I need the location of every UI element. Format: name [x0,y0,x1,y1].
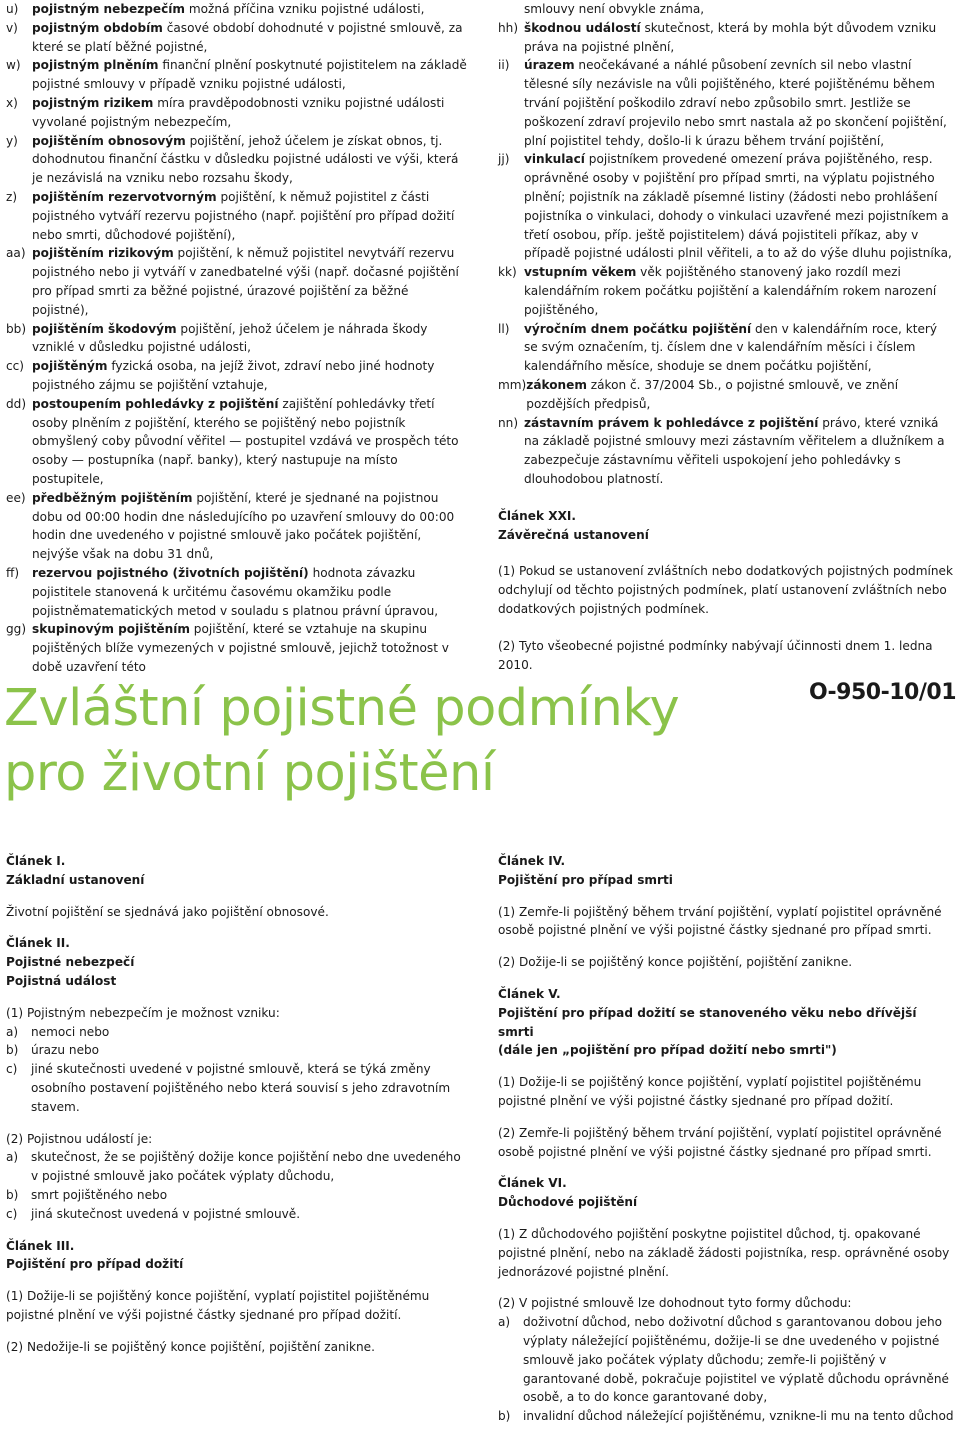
list-item [6,1205,468,1224]
item-label: a) [6,1024,19,1039]
definition-body [32,132,468,188]
definition-text: možná příčina vzniku pojistné události, [185,2,425,16]
definition-body [32,94,468,132]
defined-term: pojištěním obnosovým [32,133,186,148]
defined-term: vinkulací [524,152,585,167]
paragraph: (1) Dožije-li se pojištěný konce pojištění, vyplatí pojistitel pojištěnému pojistné plnění ve výši pojistné částky sjednané pro případ dožití. [6,1289,430,1322]
definition-item [6,132,468,188]
item-label: cc) [6,359,25,374]
article-number: Článek II. [6,936,70,951]
list-item [6,1023,468,1042]
defined-term: zákonem [526,377,587,392]
definition-item [6,56,468,94]
definitions-list-left [6,0,468,677]
item-label: gg) [6,622,27,637]
defined-term: pojištěním rezervotvorným [32,189,217,204]
definition-item [6,0,468,19]
item-label: dd) [6,396,27,411]
definition-item [6,489,468,564]
paragraph: (2) Pojistnou událostí je: [6,1131,153,1146]
article-number: Článek IV. [498,854,566,868]
defined-term: rezervou pojistného (životních pojištění) [32,565,309,580]
paragraph: Životní pojištění se sjednává jako pojištění obnosové. [6,904,329,919]
article-title: (dále jen „pojištění pro případ dožití nebo smrti") [498,1043,837,1058]
defined-term: vstupním věkem [524,265,637,280]
document-code: O-950-10/01 [808,680,956,705]
item-label: c) [6,1062,18,1077]
definition-text: zákon č. 37/2004 Sb., o pojistné smlouvě, ve znění pozdějších předpisů, [526,377,899,411]
definition-item [6,564,468,620]
list-item-text: úrazu nebo [31,1043,100,1058]
definition-item [498,56,954,150]
list-item [6,1041,468,1060]
item-label: mm) [498,377,527,392]
list-item-text: jiná skutečnost uvedená v pojistné smlouvě. [31,1206,301,1221]
item-label: aa) [6,246,26,261]
list-item-text: invalidní důchod náležející pojištěnému, vznikne-li mu na tento důchod [523,1409,954,1424]
definition-item [6,620,468,676]
item-label: y) [6,133,18,148]
conditions-right-column [498,852,954,1426]
definition-text: pojištění, jehož účelem je získat obnos, tj. dohodnutou finanční částku v důsledku pojistné události ve výši, která je nezávislá na vzniku nebo rozsahu škody, [32,133,459,186]
definition-text: časové období dohodnuté v pojistné smlouvě, za které se platí běžné pojistné, [32,20,463,54]
article-title: Závěrečná ustanovení [498,527,649,542]
item-label: bb) [6,321,27,336]
item-label: nn) [498,415,519,430]
item-label: a) [6,1150,19,1165]
paragraph: (2) Tyto všeobecné pojistné podmínky nabývají účinnosti dnem 1. ledna 2010. [498,638,933,672]
defined-term: pojištěným [32,359,108,374]
list-item-text: smrt pojištěného nebo [31,1187,168,1202]
article-6 [498,1174,954,1426]
defined-term: pojistným obdobím [32,20,163,35]
list [6,1148,468,1223]
definition-text: právo, které vzniká na základě pojistné smlouvy mezi zástavním věřitelem a dlužníkem a zabezpečuje zástavnímu věřiteli uspokojení jeho pohledávky s dlouhodobou platností. [524,415,945,486]
definition-body [32,395,468,489]
definitions-list-right [498,0,954,674]
list-item-text: doživotní důchod, nebo doživotní důchod s garantovanou dobou jeho výplaty náležející pojištěnému, dožije-li se dne uvedeného v pojistné smlouvě jako počátek výplaty důchodu; zemře-li pojištěný v garantované době, pokračuje pojistitel ve výplatě důchodu oprávněné osobě, a to do konce garantované doby, [523,1315,949,1405]
item-label: a) [498,1315,511,1330]
paragraph: (1) Z důchodového pojištění poskytne pojistitel důchod, tj. opakované pojistné plnění, nebo na základě žádosti pojistníka, resp. oprávněné osoby jednorázové pojistné plnění. [498,1226,950,1279]
item-label: b) [498,1409,511,1424]
article-title: Pojištění pro případ dožití se stanoveného věku nebo dřívější smrti [498,1005,917,1039]
article-number: Článek III. [6,1238,75,1253]
definition-body [32,188,468,244]
definition-continuation [498,0,954,19]
item-label: ii) [498,58,510,73]
definition-body [524,320,954,376]
definition-item [6,395,468,489]
article-title: Pojištění pro případ smrti [498,872,673,887]
definition-item [498,263,954,319]
definition-text: míra pravděpodobnosti vzniku pojistné události vyvolané pojistným nebezpečím, [32,95,445,129]
definition-item [6,94,468,132]
item-label: u) [6,2,19,16]
definition-item [6,357,468,395]
definition-text: pojištění, jehož účelem je náhrada škody vzniklé v důsledku pojistné události, [32,321,428,355]
article-title: Pojistné nebezpečí [6,955,135,970]
definition-item [498,320,954,376]
paragraph: (1) Dožije-li se pojištěný konce pojištění, vyplatí pojistitel pojištěnému pojistné plnění ve výši pojistné částky sjednané pro případ dožití. [498,1075,922,1108]
article-3 [6,1237,468,1357]
article-number: Článek VI. [498,1176,567,1191]
definition-body [32,19,468,57]
article-2 [6,934,468,1223]
list-item-text: skutečnost, že se pojištěný dožije konce pojištění nebo dne uvedeného v pojistné smlouvě jako počátek výplaty důchodu, [31,1150,461,1184]
item-label: b) [6,1187,19,1202]
document-title [4,676,764,806]
definition-text: den v kalendářním roce, který se svým označením, tj. číslem dne v kalendářním měsíci i číslem kalendářního měsíce, shoduje se dnem počátku pojištění, [524,321,938,374]
item-label: kk) [498,265,517,280]
definition-body [32,620,468,676]
article-number: Článek V. [498,986,561,1001]
definition-item [498,376,954,414]
definition-body [32,320,468,358]
definition-body [32,0,468,19]
defined-term: výročním dnem počátku pojištění [524,321,752,336]
definition-item [498,19,954,57]
definition-text: pojištění, k němuž pojistitel nevytváří rezervu pojistného nebo ji vytváří v zanedbatelné výši (např. dočasné pojištění pro případ smrti za běžné pojistné, úrazové pojištění za běžné pojistné), [32,246,459,317]
defined-term: skupinovým pojištěním [32,622,190,637]
definition-text: finanční plnění poskytnuté pojistitelem na základě pojistné smlouvy v případě vzniku pojistné události, [32,58,467,92]
title-line-2: pro životní pojištění [4,744,495,803]
definition-body [32,564,468,620]
definition-text: pojištění, k němuž pojistitel z části pojistného vytváří rezervu pojistného (např. pojištění pro případ dožití nebo smrti, důchodové pojištění), [32,189,455,242]
defined-term: pojistným plněním [32,58,159,73]
definition-text: věk pojištěného stanovený jako rozdíl mezi kalendářním rokem počátku pojištění a kalendářním rokem narození pojištěného, [524,265,937,317]
definition-item [6,188,468,244]
article-title: Důchodové pojištění [498,1195,638,1210]
paragraph: (2) Dožije-li se pojištěný konce pojištění, pojištění zanikne. [498,955,853,970]
defined-term: škodnou událostí [524,20,641,35]
definition-text: zajištění pohledávky třetí osoby plněním z pojištění, kterého se pojištěný nebo pojistník obmyšlený coby původní věřitel — postupitel vzdává ve prospěch této osoby — postupníka (např. banky), který nastupuje na místo postupitele, [32,396,459,486]
item-label: b) [6,1043,19,1058]
definition-body [524,414,954,489]
definition-body [524,56,954,150]
definitions-items-right [498,19,954,489]
article-number: Článek I. [6,854,66,868]
definition-body [524,263,954,319]
list-item-text: jiné skutečnosti uvedené v pojistné smlouvě, která se týká změny osobního postavení pojištěného nebo která souvisí s jeho zdravotním stavem. [31,1062,451,1114]
defined-term: úrazem [524,58,575,73]
article-5 [498,985,954,1161]
title-line-1: Zvláštní pojistné podmínky [4,679,680,738]
item-label: ee) [6,490,26,505]
definition-text: pojištění, které se vztahuje na skupinu pojištěných blíže vymezených v pojistné smlouvě, jejichž totožnost v době uzavření této [32,622,449,674]
article-title: Pojištění pro případ dožití [6,1257,184,1272]
defined-term: zástavním právem k pohledávce z pojištění [524,415,819,430]
definition-text: fyzická osoba, na jejíž život, zdraví nebo jiné hodnoty pojistného zájmu se pojištění vztahuje, [32,359,435,392]
paragraph: (2) V pojistné smlouvě lze dohodnout tyto formy důchodu: [498,1296,852,1311]
paragraph: (2) Nedožije-li se pojištěný konce pojištění, pojištění zanikne. [6,1339,375,1354]
definition-body [32,357,468,395]
defined-term: pojištěním škodovým [32,321,177,336]
definition-body [32,244,468,319]
article-4 [498,852,954,972]
paragraph: (1) Pojistným nebezpečím je možnost vzniku: [6,1005,280,1020]
definition-body [524,150,954,263]
definition-item [498,414,954,489]
item-label: ff) [6,565,20,580]
paragraph: (2) Zemře-li pojištěný během trvání pojištění, vyplatí pojistitel oprávněné osobě pojistné plnění ve výši pojistné částky sjednané pro případ smrti. [498,1125,942,1159]
defined-term: pojištěním rizikovým [32,246,174,261]
list-item [6,1148,468,1186]
definition-text: neočekávané a náhlé působení zevních sil nebo vlastní tělesné síly nezávisle na vůli pojištěného, které pojištěnému během trvání pojištění poškodilo zdraví nebo způsobilo smrt. Jestliže se poškození zdraví projevilo nebo smrt nastala až po skončení pojištění, plní pojistitel tehdy, došlo-li k úrazu během trvání pojištění, [524,58,947,148]
definition-item [498,150,954,263]
list-item [6,1060,468,1116]
item-label: v) [6,20,18,35]
definition-item [6,244,468,319]
paragraph: (1) Pokud se ustanovení zvláštních nebo dodatkových pojistných podmínek odchylují od těchto pojistných podmínek, platí ustanovení zvláštních nebo dodatkových pojistných podmínek. [498,564,953,616]
item-label: jj) [498,152,510,167]
list [6,1023,468,1117]
list-item [6,1186,468,1205]
article-1 [6,852,468,921]
list [498,1313,954,1426]
article-number: Článek XXI. [498,508,576,523]
article-21 [498,507,954,675]
article-title: Základní ustanovení [6,872,145,887]
defined-term: postoupením pohledávky z pojištění [32,396,279,411]
conditions-left-column [6,852,468,1357]
defined-term: předběžným pojištěním [32,490,193,505]
definition-body [526,376,954,414]
list-item [498,1407,954,1426]
item-label: hh) [498,20,519,35]
definition-text: hodnota závazku pojistitele stanovená k určitému časovému okamžiku podle pojistněmatematických metod v souladu s platnou právní úpravou, [32,565,439,618]
item-label: w) [6,58,21,73]
article-title: Pojistná událost [6,973,117,988]
item-label: z) [6,189,18,204]
paragraph: (1) Zemře-li pojištěný během trvání pojištění, vyplatí pojistitel oprávněné osobě pojistné plnění ve výši pojistné částky sjednané pro případ smrti. [498,904,942,938]
list-item-text: nemoci nebo [31,1024,110,1039]
list-item [498,1313,954,1407]
definition-item [6,320,468,358]
definition-item [6,19,468,57]
item-label: ll) [498,321,510,336]
definition-text: skutečnost, která by mohla být důvodem vzniku práva na pojistné plnění, [524,20,937,54]
item-label: c) [6,1206,18,1221]
definition-body [32,489,468,564]
item-label: x) [6,95,18,110]
defined-term: pojistným rizikem [32,95,154,110]
defined-term: pojistným nebezpečím [32,2,186,16]
continuation-text: smlouvy není obvykle známa, [524,2,705,16]
definition-body [524,19,954,57]
definition-body [32,56,468,94]
definition-text: pojistníkem provedené omezení práva pojištěného, resp. oprávněné osoby v pojištění pro případ smrti, na výplatu pojistného plnění; pojistník na základě písemné listiny (žádosti nebo prohlášení pojistníka o vinkulaci, dohody o vinkulaci uzavřené mezi pojistníkem a třetí osobou, příp. ještě pojistitelem) dává pojistiteli příkaz, aby v případě pojistné události plnil věřiteli, a to až do výše dluhu pojistníka, [524,152,952,261]
definition-text: pojištění, které je sjednané na pojistnou dobu od 00:00 hodin dne následujícího po uzavření smlouvy do 00:00 hodin dne uvedeného v pojistné smlouvě jako počátek pojištění, nejvýše však na dobu 31 dnů, [32,490,455,562]
